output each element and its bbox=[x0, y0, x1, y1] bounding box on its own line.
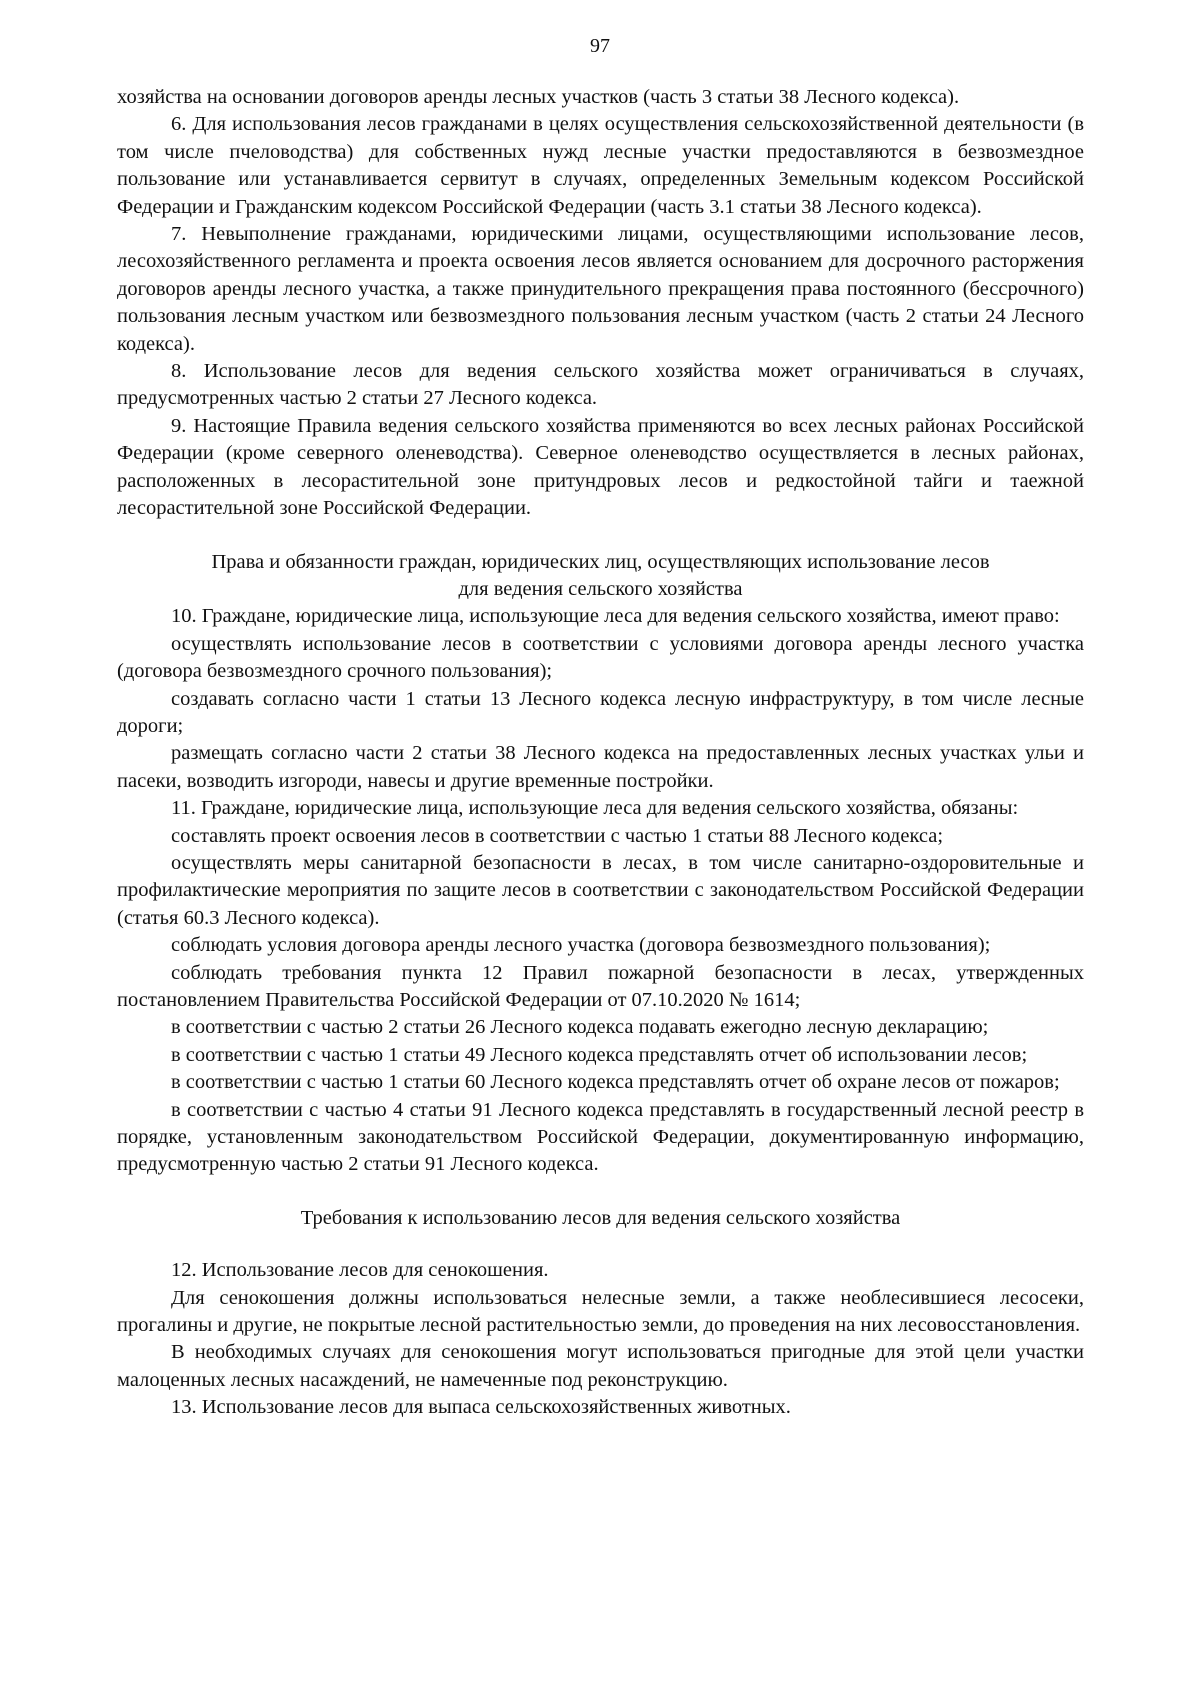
section-heading: для ведения сельского хозяйства bbox=[458, 577, 743, 600]
paragraph: в соответствии с частью 1 статьи 49 Лесного кодекса представлять отчет об использовании лесов; bbox=[171, 1043, 1028, 1066]
paragraph: составлять проект освоения лесов в соответствии с частью 1 статьи 88 Лесного кодекса; bbox=[171, 824, 944, 847]
paragraph: хозяйства на основании договоров аренды лесных участков (часть 3 статьи 38 Лесного кодекса). bbox=[117, 86, 960, 108]
section-heading: Права и обязанности граждан, юридических лиц, осуществляющих использование лесов bbox=[211, 550, 990, 573]
paragraph: осуществлять меры санитарной безопасности в лесах, в том числе санитарно-оздоровительные и профилактические мероприятия по защите лесов в соответствии с законодательством Российской Федерации (статья 60.3 Лесного кодекса). bbox=[117, 851, 1084, 929]
paragraph: в соответствии с частью 1 статьи 60 Лесного кодекса представлять отчет об охране лесов от пожаров; bbox=[171, 1071, 1060, 1094]
paragraph: размещать согласно части 2 статьи 38 Лесного кодекса на предоставленных лесных участках ульи и пасеки, возводить изгороди, навесы и другие временные постройки. bbox=[117, 742, 1084, 792]
paragraph: 13. Использование лесов для выпаса сельскохозяйственных животных. bbox=[171, 1396, 791, 1419]
paragraph: 8. Использование лесов для ведения сельского хозяйства может ограничиваться в случаях, предусмотренных частью 2 статьи 27 Лесного кодекса. bbox=[117, 360, 1084, 410]
paragraph: 12. Использование лесов для сенокошения. bbox=[171, 1259, 549, 1282]
section-gap bbox=[117, 1179, 1084, 1205]
paragraph: 11. Граждане, юридические лица, использующие леса для ведения сельского хозяйства, обязаны: bbox=[171, 797, 1019, 820]
page-number: 97 bbox=[590, 35, 610, 57]
paragraph: осуществлять использование лесов в соответствии с условиями договора аренды лесного участка (договора безвозмездного срочного пользования); bbox=[117, 632, 1084, 683]
section-gap bbox=[117, 523, 1084, 549]
document-body bbox=[117, 84, 1084, 1422]
section-heading: Требования к использованию лесов для ведения сельского хозяйства bbox=[300, 1206, 901, 1229]
paragraph: создавать согласно части 1 статьи 13 Лесного кодекса лесную инфраструктуру, в том числе лесные дороги; bbox=[117, 687, 1084, 737]
paragraph: в соответствии с частью 2 статьи 26 Лесного кодекса подавать ежегодно лесную декларацию; bbox=[171, 1016, 989, 1039]
paragraph: Для сенокошения должны использоваться нелесные земли, а также необлесившиеся лесосеки, прогалины и другие, не покрытые лесной растительностью земли, до проведения на них лесовосстановления. bbox=[117, 1286, 1084, 1337]
paragraph: В необходимых случаях для сенокошения могут использоваться пригодные для этой цели участки малоценных лесных насаждений, не намеченные под реконструкцию. bbox=[117, 1341, 1084, 1391]
paragraph: соблюдать условия договора аренды лесного участка (договора безвозмездного пользования); bbox=[171, 934, 991, 957]
paragraph: 9. Настоящие Правила ведения сельского хозяйства применяются во всех лесных районах Российской Федерации (кроме северного оленеводства). Северное оленеводство осуществляется в лесных районах, расположенных в лесорастительной зоне притундровых лесов и редкостойной тайги и таежной лесорастительной зоне Российской Федерации. bbox=[117, 414, 1084, 520]
paragraph: в соответствии с частью 4 статьи 91 Лесного кодекса представлять в государственный лесной реестр в порядке, установленным законодательством Российской Федерации, документированную информацию, предусмотренную частью 2 статьи 91 Лесного кодекса. bbox=[117, 1098, 1084, 1176]
section-gap bbox=[117, 1232, 1084, 1257]
paragraph: 10. Граждане, юридические лица, использующие леса для ведения сельского хозяйства, имеют право: bbox=[171, 605, 1060, 628]
paragraph: соблюдать требования пункта 12 Правил пожарной безопасности в лесах, утвержденных постановлением Правительства Российской Федерации от 07.10.2020 № 1614; bbox=[117, 961, 1084, 1011]
paragraph: 7. Невыполнение гражданами, юридическими лицами, осуществляющими использование лесов, лесохозяйственного регламента и проекта освоения лесов является основанием для досрочного расторжения договоров аренды лесного участка, а также принудительного прекращения права постоянного (бессрочного) пользования лесным участком или безвозмездного пользования лесным участком (часть 2 статьи 24 Лесного кодекса). bbox=[117, 223, 1084, 355]
paragraph: 6. Для использования лесов гражданами в целях осуществления сельскохозяйственной деятельности (в том числе пчеловодства) для собственных нужд лесные участки предоставляются в безвозмездное пользование или устанавливается сервитут в случаях, определенных Земельным кодексом Российской Федерации и Гражданским кодексом Российской Федерации (часть 3.1 статьи 38 Лесного кодекса). bbox=[117, 113, 1084, 218]
